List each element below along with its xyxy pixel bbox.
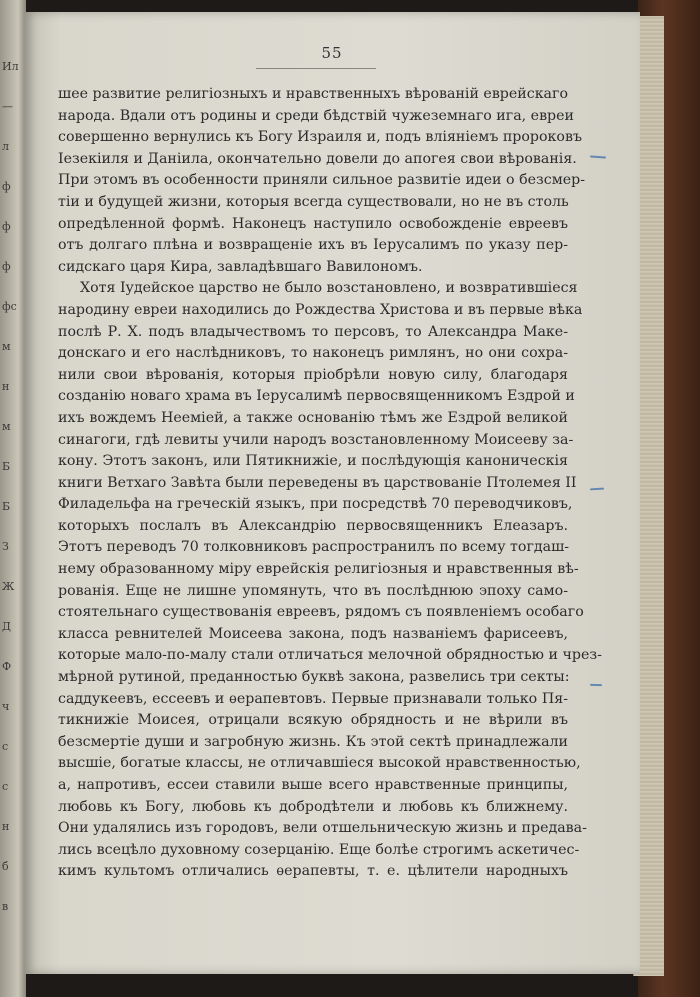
- text-line: мѣрной рутиной, преданностью буквѣ закона, развелись три секты:: [58, 669, 570, 686]
- text-line: народину евреи находились до Рождества Христова и въ первые вѣка: [58, 301, 583, 318]
- facing-page-fragment: Ф: [2, 660, 12, 673]
- text-line: ихъ вождемъ Неемiей, а также основанію тѣмъ же Ездрой великой: [58, 409, 568, 426]
- facing-page-fragment: н: [2, 380, 10, 393]
- facing-page-fragment: в: [2, 900, 9, 913]
- text-line: кимъ культомъ отличались ѳерапевты, т. е. цѣлители народныхъ: [58, 863, 568, 880]
- text-line: Хотя Іудейское царство не было возстановлено, и возвратившіеся: [80, 280, 578, 297]
- facing-page-fragment: ф: [2, 180, 11, 193]
- facing-page-fragment: ч: [2, 700, 10, 713]
- text-line: которые мало-по-малу стали отличаться мелочной обрядностью и чрез-: [58, 647, 602, 664]
- facing-page-fragment: н: [2, 820, 10, 833]
- text-line: Іезекіиля и Даніила, окончательно довели до апогея свои вѣрованія.: [58, 150, 577, 167]
- text-line: класса ревнителей Моисеева закона, подъ названіемъ фарисеевъ,: [58, 625, 568, 642]
- facing-page-fragment: Ил: [2, 60, 19, 73]
- text-line: а, напротивъ, ессеи ставили выше всего нравственные принципы,: [58, 777, 568, 793]
- text-line: Этотъ переводъ 70 толковниковъ распространилъ по всему тогдаш-: [58, 539, 570, 556]
- facing-page-fragment: л: [2, 140, 9, 153]
- facing-page-fragment: с: [2, 740, 9, 753]
- text-line: послѣ Р. Х. подъ владычествомъ то персовъ, то Александра Маке-: [58, 323, 568, 340]
- text-line: При этомъ въ особенности приняли сильное развитіе идеи о безсмер-: [58, 172, 586, 189]
- text-line: высшіе, богатые классы, не отличавшіеся высокой нравственностью,: [58, 755, 581, 772]
- text-line: кону. Этотъ законъ, или Пятикнижіе, и послѣдующія каноническія: [58, 453, 568, 470]
- text-line: сидскаго царя Кира, завладѣвшаго Вавилономъ.: [58, 258, 423, 275]
- text-line: донскаго и его наслѣдниковъ, то наконецъ римлянъ, но они сохра-: [58, 345, 568, 362]
- facing-page-fragment: Б: [2, 500, 11, 513]
- book-page: [24, 12, 640, 974]
- facing-page-fragment: З: [2, 540, 9, 553]
- text-line: Филадельфа на греческій языкъ, при посредствѣ 70 переводчиковъ,: [58, 496, 573, 513]
- facing-page-fragment: Ж: [2, 580, 15, 593]
- text-line: любовь къ Богу, любовь къ добродѣтели и любовь къ ближнему.: [58, 798, 568, 815]
- facing-page-fragment: Д: [2, 620, 11, 633]
- text-line: рованія. Еще не лишне упомянуть, что въ послѣднюю эпоху само-: [58, 582, 568, 599]
- facing-page-fragment: ф: [2, 260, 11, 273]
- text-line: отъ долгаго плѣна и возвращеніе ихъ въ Іерусалимъ по указу пер-: [58, 237, 568, 254]
- facing-page-fragment: —: [2, 100, 13, 113]
- text-line: стоятельнаго существованія евреевъ, рядомъ съ появленіемъ особаго: [58, 604, 584, 621]
- margin-pen-mark: [590, 155, 606, 158]
- facing-page-fragment: м: [2, 340, 11, 353]
- text-line: созданію новаго храма въ Іерусалимѣ первосвященникомъ Ездрой и: [58, 388, 575, 405]
- facing-page-fragment: фс: [2, 300, 17, 313]
- text-line: нили свои вѣрованія, которыя пріобрѣли новую силу, благодаря: [58, 366, 568, 383]
- text-line: саддукеевъ, ессеевъ и ѳерапевтовъ. Первые признавали только Пя-: [58, 690, 568, 707]
- margin-pen-mark: [590, 488, 604, 490]
- body-text: [58, 84, 602, 883]
- facing-page-fragment: б: [2, 860, 9, 873]
- text-line: безсмертіе души и загробную жизнь. Къ этой сектѣ принадлежали: [58, 733, 568, 750]
- text-line: лись всецѣло духовному созерцанію. Еще болѣе строгимъ аскетичес-: [58, 841, 580, 858]
- text-line: книги Ветхаго Завѣта были переведены въ царствованіе Птолемея II: [58, 474, 577, 491]
- text-line: тикнижіе Моисея, отрицали всякую обрядность и не вѣрили въ: [58, 712, 568, 729]
- header-rule: [256, 68, 376, 69]
- text-line: опредѣленной формѣ. Наконецъ наступило освобожденіе евреевъ: [58, 215, 568, 232]
- text-line: совершенно вернулись къ Богу Израиля и, подъ вліяніемъ пророковъ: [58, 129, 582, 146]
- facing-page-fragment: Б: [2, 460, 11, 473]
- text-line: которыхъ послалъ въ Александрію первосвященникъ Елеазаръ.: [58, 517, 568, 534]
- text-line: тіи и будущей жизни, которыя всегда существовали, но не въ столь: [58, 193, 569, 210]
- facing-page-fragment: ф: [2, 220, 11, 233]
- facing-page-edge: [0, 0, 26, 997]
- page-number: 55: [321, 44, 343, 62]
- text-line: народа. Вдали отъ родины и среди бѣдствій чужеземнаго ига, евреи: [58, 107, 574, 124]
- facing-page-fragment: с: [2, 780, 9, 793]
- text-line: Они удалялись изъ городовъ, вели отшельническую жизнь и предава-: [58, 820, 587, 837]
- text-line: синагоги, гдѣ левиты учили народъ возстановленному Моисееву за-: [58, 431, 574, 448]
- margin-pen-mark: [590, 684, 602, 686]
- facing-page-fragment: м: [2, 420, 11, 433]
- text-line: шее развитие религіозныхъ и нравственныхъ вѣрованій еврейскаго: [58, 86, 568, 102]
- text-line: нему образованному міру еврейскія религіозныя и нравственныя вѣ-: [58, 561, 579, 578]
